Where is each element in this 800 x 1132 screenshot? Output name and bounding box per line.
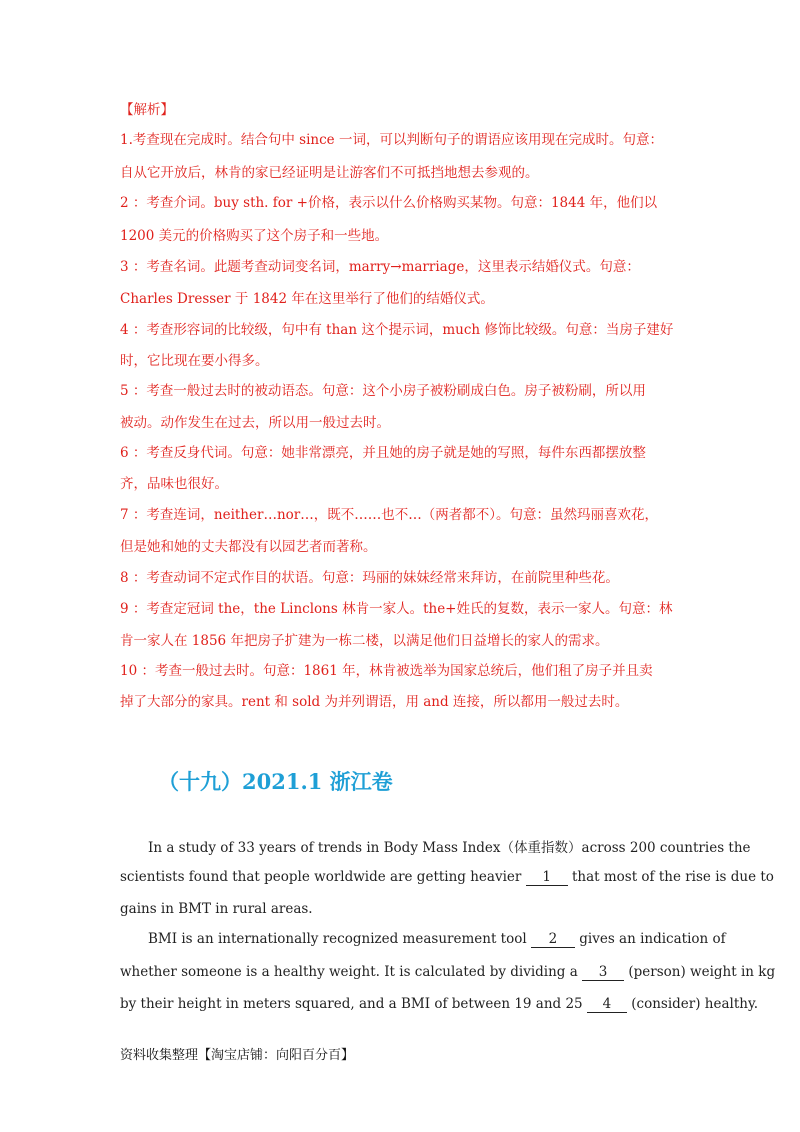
analysis-line: 肯一家人在 1856 年把房子扩建为一栋二楼，以满足他们日益增长的家人的需求。 <box>120 633 609 649</box>
analysis-line: 被动。动作发生在过去，所以用一般过去时。 <box>120 415 390 431</box>
analysis-line: 1200 美元的价格购买了这个房子和一些地。 <box>120 228 389 244</box>
passage-text: whether someone is a healthy weight. It is calculated by dividing a <box>120 964 578 980</box>
analysis-line: 齐，品味也很好。 <box>120 476 228 492</box>
page-footer: 资料收集整理【淘宝店铺：向阳百分百】 <box>120 1048 355 1063</box>
passage-line: In a study of 33 years of trends in Body Mass Index（体重指数）across 200 countries the <box>148 840 751 856</box>
analysis-header: 【解析】 <box>120 102 174 118</box>
passage-text: that most of the rise is due to <box>571 869 774 885</box>
analysis-line: 10 ：考查一般过去时。句意：1861 年，林肯被选举为国家总统后，他们租了房子并且卖 <box>120 663 653 679</box>
analysis-line: 时，它比现在要小得多。 <box>120 353 269 369</box>
analysis-line: 2 ：考查介词。buy sth. for +价格，表示以什么价格购买某物。句意：1844 年，他们以 <box>120 195 658 211</box>
analysis-line: Charles Dresser 于 1842 年在这里举行了他们的结婚仪式。 <box>120 291 494 307</box>
blank-2[interactable]: 2 <box>531 931 575 948</box>
analysis-line: 7 ：考查连词，neither…nor…，既不……也不…（两者都不）。句意：虽然玛丽喜欢花， <box>120 507 658 523</box>
passage-text: BMI is an internationally recognized measurement tool <box>148 931 527 947</box>
analysis-line: 8 ：考查动词不定式作目的状语。句意：玛丽的妹妹经常来拜访，在前院里种些花。 <box>120 570 619 586</box>
blank-4[interactable]: 4 <box>587 996 627 1013</box>
passage-line <box>120 869 774 886</box>
passage-text: scientists found that people worldwide are getting heavier <box>120 869 522 885</box>
analysis-line: 掉了大部分的家具。rent 和 sold 为并列谓语，用 and 连接，所以都用一般过去时。 <box>120 694 629 710</box>
analysis-line: 6 ：考查反身代词。句意：她非常漂亮，并且她的房子就是她的写照，每件东西都摆放整 <box>120 445 646 461</box>
analysis-line: 1.考查现在完成时。结合句中 since 一词，可以判断句子的谓语应该用现在完成时。句意： <box>120 132 663 148</box>
passage-line <box>120 996 758 1013</box>
passage-line: gains in BMT in rural areas. <box>120 901 313 917</box>
analysis-line: 3 ：考查名词。此题考查动词变名词，marry→marriage，这里表示结婚仪式。句意： <box>120 259 640 275</box>
passage-line <box>148 931 726 948</box>
passage-text: (person) weight in kg <box>628 964 776 980</box>
analysis-line: 9 ：考查定冠词 the，the Linclons 林肯一家人。the+姓氏的复数，表示一家人。句意：林 <box>120 601 673 617</box>
passage-text: (consider) healthy. <box>631 996 759 1012</box>
passage-text: gives an indication of <box>579 931 726 947</box>
passage-line <box>120 964 775 981</box>
analysis-line: 自从它开放后，林肯的家已经证明是让游客们不可抵挡地想去参观的。 <box>120 165 539 181</box>
blank-1[interactable]: 1 <box>526 869 568 886</box>
analysis-line: 但是她和她的丈夫都没有以园艺者而著称。 <box>120 539 377 555</box>
passage-text: by their height in meters squared, and a BMI of between 19 and 25 <box>120 996 583 1012</box>
blank-3[interactable]: 3 <box>582 964 624 981</box>
analysis-line: 5 ：考查一般过去时的被动语态。句意：这个小房子被粉刷成白色。房子被粉刷，所以用 <box>120 383 646 399</box>
analysis-line: 4 ：考查形容词的比较级，句中有 than 这个提示词，much 修饰比较级。句意：当房子建好 <box>120 322 674 338</box>
section-title: （十九）2021.1 浙江卷 <box>158 769 393 794</box>
